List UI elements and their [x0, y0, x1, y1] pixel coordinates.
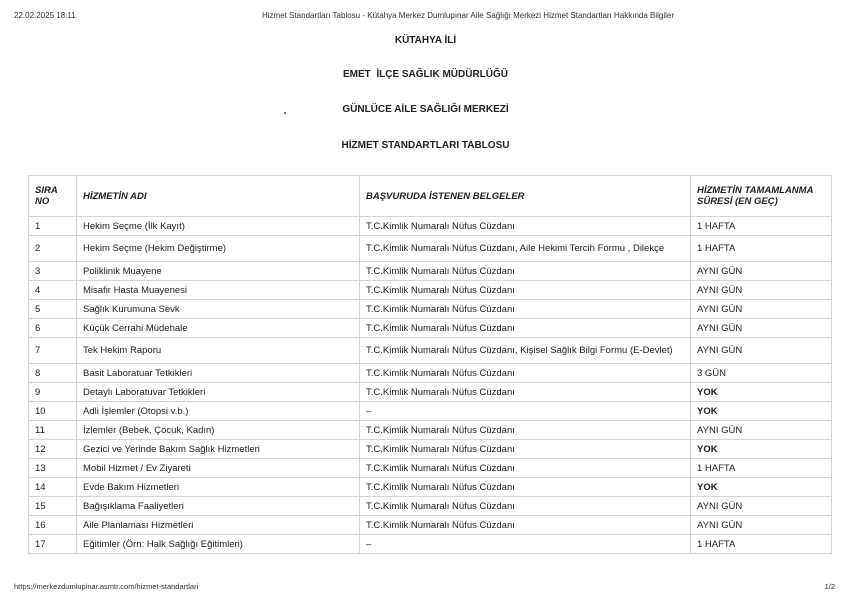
cell-duration: AYNI GÜN: [691, 319, 832, 338]
table-row: [29, 364, 832, 383]
table-row: [29, 281, 832, 300]
cell-no: 9: [29, 383, 77, 402]
cell-duration: YOK: [691, 440, 832, 459]
cell-no: 2: [29, 236, 77, 262]
cell-no: 15: [29, 497, 77, 516]
cell-documents: –: [360, 535, 691, 554]
table-header-row: [29, 176, 832, 217]
cell-documents: T.C.Kimlik Numaralı Nüfus Cüzdanı: [360, 319, 691, 338]
cell-service: İzlemler (Bebek, Çocuk, Kadın): [77, 421, 360, 440]
cell-service: Basit Laboratuar Tetkikleri: [77, 364, 360, 383]
cell-documents: T.C.Kimlik Numaralı Nüfus Cüzdanı: [360, 364, 691, 383]
cell-documents: T.C.Kimlik Numaralı Nüfus Cüzdanı, Kişisel Sağlık Bilgi Formu (E-Devlet): [360, 338, 691, 364]
cell-duration: YOK: [691, 402, 832, 421]
table-row: [29, 535, 832, 554]
cell-service: Küçük Cerrahi Müdehale: [77, 319, 360, 338]
cell-duration: AYNI GÜN: [691, 516, 832, 535]
table-row: [29, 319, 832, 338]
column-header-service: HİZMETİN ADI: [77, 176, 360, 217]
cell-service: Adli İşlemler (Otopsi v.b.): [77, 402, 360, 421]
cell-documents: T.C.Kimlik Numaralı Nüfus Cüzdanı: [360, 383, 691, 402]
print-page-title: Hizmet Standartları Tablosu - Kütahya Merkez Dumlupınar Aile Sağlığı Merkezi Hizmet Standartları Hakkında Bilgiler: [262, 11, 675, 20]
cell-duration: AYNI GÜN: [691, 262, 832, 281]
cell-no: 3: [29, 262, 77, 281]
table-row: [29, 383, 832, 402]
column-header-documents: BAŞVURUDA İSTENEN BELGELER: [360, 176, 691, 217]
heading-directorate: EMET İLÇE SAĞLIK MÜDÜRLÜĞÜ: [343, 69, 508, 80]
column-header-no: SIRA NO: [29, 176, 77, 217]
cell-duration: AYNI GÜN: [691, 421, 832, 440]
cell-duration: 1 HAFTA: [691, 459, 832, 478]
cell-service: Tek Hekim Raporu: [77, 338, 360, 364]
cell-no: 6: [29, 319, 77, 338]
table-row: [29, 459, 832, 478]
cell-documents: T.C.Kimlik Numaralı Nüfus Cüzdanı: [360, 478, 691, 497]
cell-service: Hekim Seçme (İlk Kayıt): [77, 217, 360, 236]
cell-duration: 1 HAFTA: [691, 236, 832, 262]
cell-no: 13: [29, 459, 77, 478]
cell-duration: YOK: [691, 383, 832, 402]
cell-documents: T.C.Kimlik Numaralı Nüfus Cüzdanı: [360, 300, 691, 319]
cell-service: Mobil Hizmet / Ev Ziyareti: [77, 459, 360, 478]
print-footer-url: https://merkezdumlupinar.asmtr.com/hizmet-standartlari: [14, 582, 199, 591]
cell-no: 10: [29, 402, 77, 421]
cell-service: Poliklinik Muayene: [77, 262, 360, 281]
cell-documents: T.C.Kimlik Numaralı Nüfus Cüzdanı: [360, 516, 691, 535]
cell-service: Eğitimler (Örn: Halk Sağlığı Eğitimleri): [77, 535, 360, 554]
heading-table-title: HİZMET STANDARTLARI TABLOSU: [341, 140, 510, 151]
cell-documents: T.C.Kimlik Numaralı Nüfus Cüzdanı, Aile Hekimi Tercih Formu , Dilekçe: [360, 236, 691, 262]
cell-duration: YOK: [691, 478, 832, 497]
cell-no: 5: [29, 300, 77, 319]
cell-documents: T.C.Kimlik Numaralı Nüfus Cüzdanı: [360, 262, 691, 281]
cell-no: 7: [29, 338, 77, 364]
cell-service: Misafir Hasta Muayenesi: [77, 281, 360, 300]
cell-documents: T.C.Kimlik Numaralı Nüfus Cüzdanı: [360, 459, 691, 478]
table-row: [29, 300, 832, 319]
cell-documents: T.C.Kimlik Numaralı Nüfus Cüzdanı: [360, 497, 691, 516]
print-page-number: 1/2: [824, 582, 835, 591]
cell-service: Evde Bakım Hizmetleri: [77, 478, 360, 497]
cell-duration: AYNI GÜN: [691, 338, 832, 364]
cell-documents: T.C.Kimlik Numaralı Nüfus Cüzdanı: [360, 440, 691, 459]
cell-no: 1: [29, 217, 77, 236]
cell-service: Gezici ve Yerinde Bakım Sağlık Hizmetleri: [77, 440, 360, 459]
cell-documents: T.C.Kimlik Numaralı Nüfus Cüzdanı: [360, 217, 691, 236]
cell-service: Bağışıklama Faaliyetleri: [77, 497, 360, 516]
cell-duration: 1 HAFTA: [691, 535, 832, 554]
table-row: [29, 262, 832, 281]
table-row: [29, 217, 832, 236]
cell-no: 16: [29, 516, 77, 535]
table-row: [29, 338, 832, 364]
table-row: [29, 402, 832, 421]
cell-documents: T.C.Kimlik Numaralı Nüfus Cüzdanı: [360, 281, 691, 300]
cell-duration: AYNI GÜN: [691, 497, 832, 516]
table-row: [29, 236, 832, 262]
table-row: [29, 478, 832, 497]
cell-service: Hekim Seçme (Hekim Değiştirme): [77, 236, 360, 262]
table-row: [29, 421, 832, 440]
service-standards-table: [28, 175, 832, 554]
cell-service: Detaylı Laboratuvar Tetkikleri: [77, 383, 360, 402]
cell-no: 14: [29, 478, 77, 497]
table-row: [29, 516, 832, 535]
cell-documents: T.C.Kimlik Numaralı Nüfus Cüzdanı: [360, 421, 691, 440]
cell-duration: 1 HAFTA: [691, 217, 832, 236]
column-header-duration: HİZMETİN TAMAMLANMA SÜRESİ (EN GEÇ): [691, 176, 832, 217]
cell-duration: AYNI GÜN: [691, 281, 832, 300]
cell-no: 4: [29, 281, 77, 300]
table-row: [29, 497, 832, 516]
cell-documents: –: [360, 402, 691, 421]
heading-province: KÜTAHYA İLİ: [394, 35, 457, 46]
cell-service: Aile Planlaması Hizmetleri: [77, 516, 360, 535]
cell-no: 17: [29, 535, 77, 554]
cell-duration: 3 GÜN: [691, 364, 832, 383]
cell-no: 11: [29, 421, 77, 440]
cell-service: Sağlık Kurumuna Sevk: [77, 300, 360, 319]
table-row: [29, 440, 832, 459]
cell-duration: AYNI GÜN: [691, 300, 832, 319]
heading-center: GÜNLÜCE AİLE SAĞLIĞI MERKEZİ: [342, 104, 509, 115]
print-datetime: 22.02.2025 18:11: [14, 11, 76, 20]
cell-no: 8: [29, 364, 77, 383]
cell-no: 12: [29, 440, 77, 459]
